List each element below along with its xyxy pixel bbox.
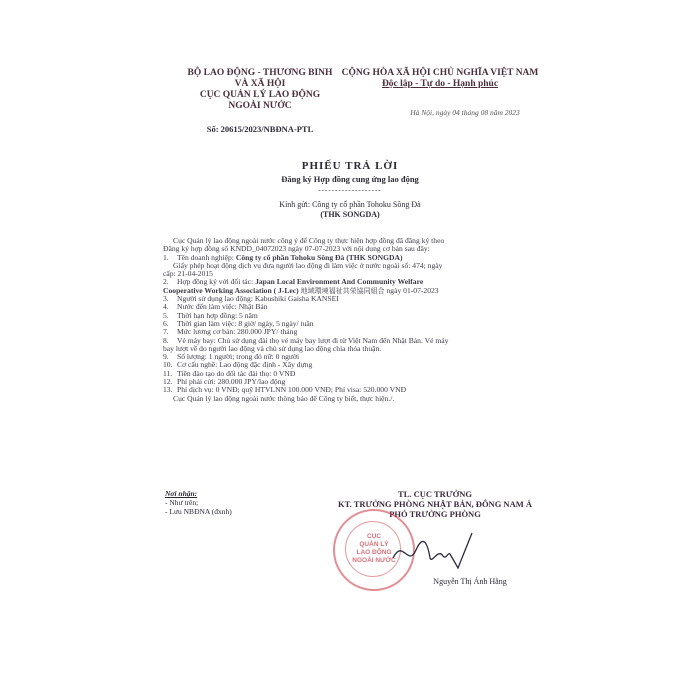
item-6: 6. Thời gian làm việc: 8 giờ/ ngày, 5 ngày/ tuần — [163, 319, 314, 328]
handwritten-signature — [388, 528, 478, 573]
ministry-line-3: CỤC QUẢN LÝ LAO ĐỘNG — [199, 90, 321, 100]
title-divider: ------------------- — [318, 186, 382, 194]
closing-line: Cục Quản lý lao động ngoài nước thông báo để Công ty biết, thực hiện./. — [173, 394, 395, 403]
recipient-line: Kính gửi: Công ty cổ phần Tohoku Sông Đà — [279, 200, 421, 209]
signature-block — [270, 489, 600, 519]
official-stamp: CỤC QUẢN LÝ LAO ĐỘNG NGOÀI NƯỚC — [333, 509, 415, 591]
item-8: 8. Vé máy bay: Chủ sử dụng đài thọ vé máy bay lượt đi từ Việt Nam đến Nhật Bản. Vé máy — [163, 336, 449, 345]
item-4: 4. Nước đến làm việc: Nhật Bản — [163, 303, 268, 312]
item-11: 11. Tiền đào tạo do đối tác đài thọ: 0 VNĐ — [163, 369, 296, 378]
item-13: 13. Phí dịch vụ: 0 VNĐ; quỹ HTVLNN 100.000 VNĐ; Phí visa: 520.000 VNĐ — [163, 386, 407, 395]
item-1-license: Giấy phép hoạt động dịch vụ đưa người lao động đi làm việc ở nước ngoài số: 474; ngày — [173, 261, 443, 270]
item-1-license-date: cấp: 21-04-2015 — [163, 270, 213, 279]
item-3: 3. Người sử dụng lao động: Kabushiki Gaisha KANSEI — [163, 295, 339, 304]
item-2: 2. Hợp đồng ký với đối tác: Japan Local Environment And Community Welfare — [163, 278, 424, 287]
recipient-item: - Lưu NBĐNA (đxnh) — [165, 507, 232, 516]
nation-motto: Độc lập - Tự do - Hạnh phúc — [381, 79, 499, 89]
recipient-item: - Như trên; — [165, 498, 199, 507]
item-8-cont: bay lượt về do người lao động và chủ sử dụng lao động chia thỏa thuận. — [163, 344, 382, 353]
nation-header — [325, 68, 555, 90]
intro-line-1: Cục Quản lý lao động ngoài nước công ý để Công ty thực hiện hợp đồng đã đăng ký theo — [173, 237, 445, 245]
recipient-company-code: (THK SONGDA) — [320, 210, 380, 219]
document-title: PHIẾU TRẢ LỜI — [301, 160, 399, 172]
item-12: 12. Phí phải cửi: 280.000 JPY/lao động — [163, 378, 286, 387]
item-9: 9. Số lượng: 1 người; trong đó nữ: 0 người — [163, 353, 300, 362]
signer-name: Nguyễn Thị Ánh Hằng — [433, 577, 507, 586]
item-2-cont: Cooperative Working Association ( J-Lec) 地域環境福祉共栄協同組合 ngày 01-07-2023 — [163, 286, 439, 295]
document-body — [163, 237, 563, 403]
intro-line-2: Đăng ký hợp đồng số KNDD_04072023 ngày 07-07-2023 với nội dung cơ bản sau đây: — [163, 245, 430, 254]
document-date: Hà Nội, ngày 04 tháng 08 năm 2023 — [410, 108, 520, 117]
nation-name: CỘNG HÒA XÃ HỘI CHỦ NGHĨA VIỆT NAM — [341, 68, 539, 78]
item-7: 7. Mức lương cơ bản: 280.000 JPY/ tháng — [163, 328, 298, 337]
document-subtitle: Đăng ký Hợp đồng cung ứng lao động — [281, 174, 419, 184]
ministry-line-1: BỘ LAO ĐỘNG - THƯƠNG BINH — [187, 68, 333, 78]
signature-authority: TL. CỤC TRƯỞNG — [398, 489, 472, 499]
document-number: Số: 20615/2023/NBĐNA-PTL — [206, 124, 314, 134]
item-1: 1. Tên doanh nghiệp: Công ty cổ phần Tohoku Sông Đà (THK SONGDA) — [163, 253, 403, 262]
item-10: 10. Cơ cấu nghề: Lao động đặc định - Xây dựng — [163, 361, 313, 370]
ministry-line-4: NGOÀI NƯỚC — [228, 101, 292, 111]
item-5: 5. Thời hạn hợp đồng: 5 năm — [163, 311, 258, 320]
signature-department: KT. TRƯỞNG PHÒNG NHẬT BẢN, ĐÔNG NAM Á — [337, 499, 532, 509]
ministry-line-2: VÀ XÃ HỘI — [234, 79, 286, 89]
signature-position: PHÓ TRƯỞNG PHÒNG — [389, 509, 481, 519]
recipients-title: Nơi nhận: — [165, 489, 198, 498]
